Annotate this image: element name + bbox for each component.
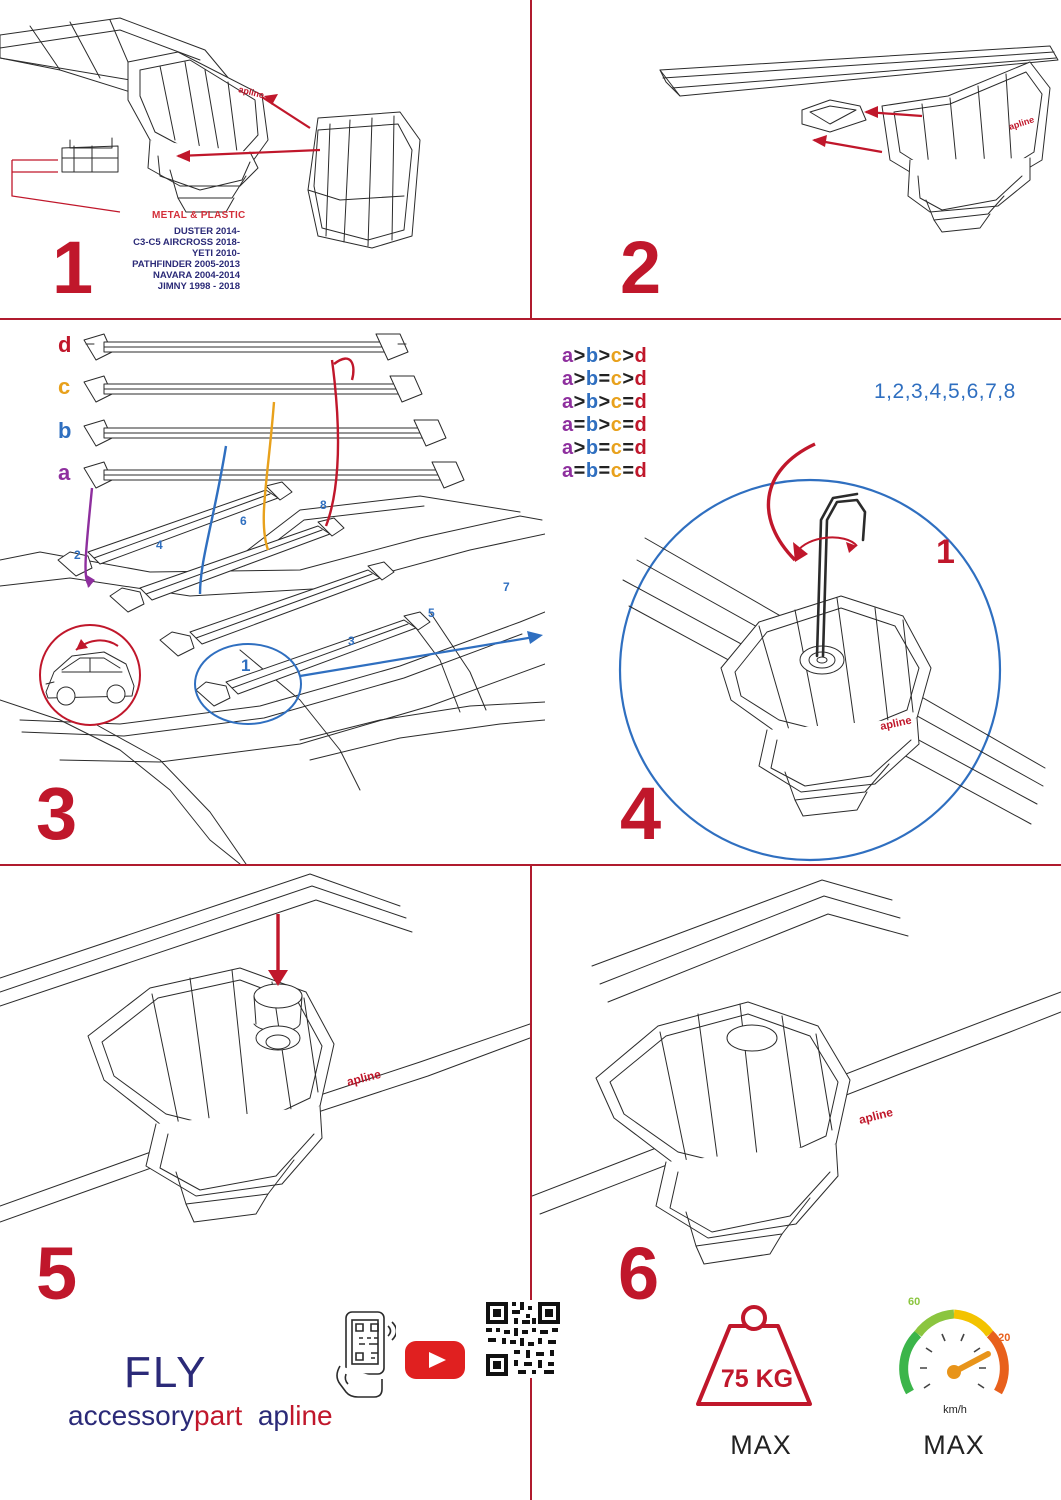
gauge-max-label: 120 [992, 1332, 1011, 1344]
bar-letter-a: a [58, 460, 71, 485]
callout-6: 6 [240, 514, 247, 528]
panel-2-graphic [530, 0, 1061, 318]
weight-max-label: MAX [730, 1430, 792, 1460]
callout-4: 4 [156, 538, 163, 552]
fly-title: FLY [124, 1348, 208, 1397]
panel4-turn-label: 1 [936, 533, 955, 571]
brand-line-word: line [289, 1400, 333, 1431]
gauge-min-label: 60 [908, 1296, 921, 1308]
callout-7: 7 [503, 580, 510, 594]
qr-code-icon [484, 1300, 562, 1378]
panel-3-graphic [0, 320, 545, 864]
weight-limit-icon [690, 1296, 818, 1412]
youtube-icon[interactable] [404, 1338, 466, 1382]
speed-gauge-icon [896, 1296, 1012, 1416]
bar-letter-c: c [58, 374, 71, 399]
step-number-4: 4 [620, 772, 660, 855]
svg-text:apline: apline [345, 1066, 383, 1089]
brand-accessory: accessory [68, 1400, 195, 1431]
panel-5-graphic [0, 866, 530, 1266]
step-number-3: 3 [36, 772, 76, 855]
vehicle-item: C3-C5 AIRCROSS 2018- [133, 237, 240, 248]
panel-6-graphic [532, 866, 1061, 1266]
panel4-order-list: 1,2,3,4,5,6,7,8 [874, 380, 1016, 403]
brand-ap: ap [257, 1400, 290, 1431]
bar-letter-d: d [58, 332, 72, 357]
callout-8: 8 [320, 498, 327, 512]
panel1-material-note: METAL & PLASTIC [152, 210, 246, 221]
sequence-row-6: a=b=c=d [562, 460, 648, 482]
vehicle-item: NAVARA 2004-2014 [153, 270, 240, 281]
weight-value: 75 KG [720, 1365, 794, 1393]
callout-5: 5 [428, 606, 435, 620]
step-number-5: 5 [36, 1232, 76, 1315]
sequence-row-2: a>b=c>d [562, 368, 648, 390]
step-number-2: 2 [620, 226, 660, 309]
sequence-row-5: a>b=c=d [562, 437, 648, 459]
phone-scan-icon [330, 1308, 396, 1408]
speed-max-label: MAX [923, 1430, 985, 1460]
vehicle-item: YETI 2010- [191, 248, 240, 259]
callout-3: 3 [348, 634, 355, 648]
svg-text:apline: apline [237, 84, 266, 101]
svg-text:apline: apline [879, 714, 913, 733]
svg-text:apline: apline [1007, 114, 1036, 132]
callout-1: 1 [241, 656, 251, 675]
speed-unit-label: km/h [943, 1404, 967, 1416]
vehicle-item: DUSTER 2014- [174, 226, 240, 237]
brand-part: part [194, 1400, 243, 1431]
svg-text:apline: apline [857, 1104, 895, 1127]
vehicle-item: JIMNY 1998 - 2018 [157, 281, 240, 292]
sequence-row-4: a=b>c=d [562, 414, 648, 436]
brand-line [68, 1400, 333, 1432]
bar-letter-b: b [58, 418, 72, 443]
sequence-row-3: a>b>c=d [562, 391, 648, 413]
vehicle-item: PATHFINDER 2005-2013 [132, 259, 240, 270]
sequence-row-1: a>b>c>d [562, 345, 648, 367]
step-number-1: 1 [52, 226, 92, 309]
callout-2: 2 [74, 548, 81, 562]
step-number-6: 6 [618, 1232, 658, 1315]
